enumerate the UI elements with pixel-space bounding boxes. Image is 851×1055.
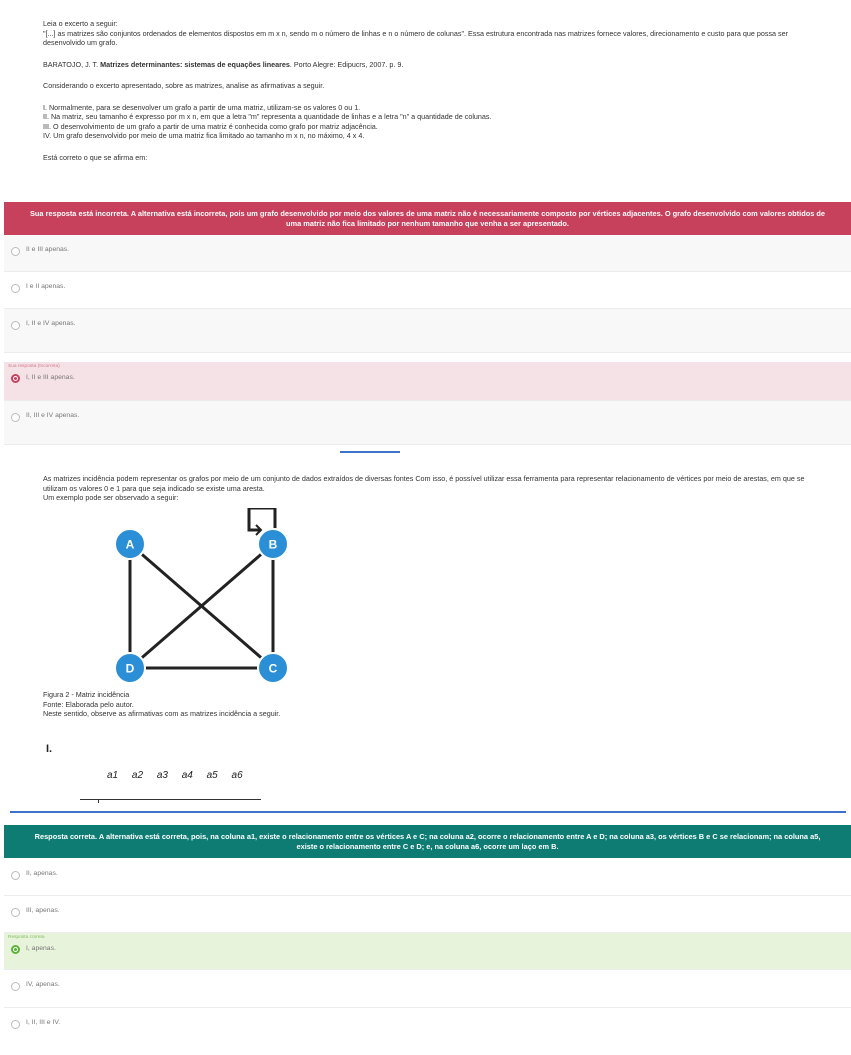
node-a	[115, 529, 145, 559]
svg-text:D: D	[125, 661, 135, 676]
radio-selected-icon[interactable]	[11, 374, 20, 383]
q1-ask: Está correto o que se afirma em:	[43, 152, 148, 162]
radio-icon[interactable]	[11, 871, 20, 880]
svg-text:B: B	[268, 537, 278, 552]
q2-option-4[interactable]: IV, apenas.	[4, 970, 851, 1008]
q2-option-1[interactable]: II, apenas.	[4, 858, 851, 896]
radio-icon[interactable]	[11, 1020, 20, 1029]
statement-roman-numeral: I.	[46, 743, 53, 755]
node-c	[258, 653, 288, 683]
q1-citation: BARATOJO, J. T. Matrizes determinantes: sistemas de equações lineares. Porto Alegre: Edipucrs, 2007. p. 9.	[43, 59, 404, 69]
matrix-col-a6: a6	[231, 770, 243, 781]
matrix-column-headers	[107, 769, 254, 782]
correct-answer-tag: Resposta correta	[8, 935, 45, 940]
radio-icon[interactable]	[11, 413, 20, 422]
figure-source: Fonte: Elaborada pelo autor.	[43, 699, 134, 709]
q1-option-1[interactable]: II e III apenas.	[4, 235, 851, 272]
q2-example: Um exemplo pode ser observado a seguir:	[43, 493, 179, 502]
radio-icon[interactable]	[11, 982, 20, 991]
radio-icon[interactable]	[11, 321, 20, 330]
q1-statement-2: II. Na matriz, seu tamanho é expresso por m x n, em que a letra "m" representa a quantidade de linhas e a letra "n" a quantidade de colunas.	[43, 112, 492, 121]
figure-caption-block	[43, 690, 443, 719]
q1-intro: Leia o excerto a seguir:	[43, 19, 118, 28]
q2-prompt: Neste sentido, observe as afirmativas com as matrizes incidência a seguir.	[43, 709, 281, 718]
q2-option-3-correct[interactable]: Resposta correta I, apenas.	[4, 933, 851, 970]
matrix-rule	[80, 799, 261, 800]
node-b	[258, 529, 288, 559]
question-1	[43, 19, 823, 162]
q1-excerpt: "[...] as matrizes são conjuntos ordenados de elementos dispostos em m x n, sendo m o número de linhas e n o número de colunas". Essa estrutura encontrada nas matrizes fornece valores, direcionamento e custo para que possa ser desenvolvido um grafo.	[43, 28, 789, 47]
incidence-graph-figure	[43, 508, 353, 690]
q1-prompt: Considerando o excerto apresentado, sobre as matrizes, analise as afirmativas a seguir.	[43, 81, 325, 90]
q1-option-3[interactable]: I, II e IV apenas.	[4, 309, 851, 353]
your-answer-incorrect-tag: Sua resposta (Incorreta)	[8, 364, 60, 369]
question-2	[43, 474, 823, 503]
content-divider	[10, 811, 846, 813]
q1-option-2[interactable]: I e II apenas.	[4, 272, 851, 309]
q1-statement-1: I. Normalmente, para se desenvolver um grafo a partir de uma matriz, utilizam-se os valores 0 ou 1.	[43, 102, 361, 112]
radio-icon[interactable]	[11, 908, 20, 917]
q1-option-5[interactable]: II, III e IV apenas.	[4, 401, 851, 445]
loop-b	[249, 508, 275, 530]
matrix-col-a5: a5	[206, 770, 218, 781]
radio-icon[interactable]	[11, 284, 20, 293]
radio-icon[interactable]	[11, 247, 20, 256]
matrix-col-a2: a2	[131, 770, 144, 781]
incorrect-feedback-banner: Sua resposta está incorreta. A alternativa está incorreta, pois um grafo desenvolvido por meio dos valores de uma matriz não é necessariamente composto por vértices adjacentes. O grafo desenvolvido com valores obtidos de uma matriz não fica limitado por nenhum tamanho que venha a ser apresentado.	[4, 202, 851, 235]
q2-option-2[interactable]: III, apenas.	[4, 896, 851, 933]
q1-statement-4: IV. Um grafo desenvolvido por meio de uma matriz fica limitado ao tamanho m x n, no máximo, 4 x 4.	[43, 131, 365, 140]
q1-statement-3: III. O desenvolvimento de um grafo a partir de uma matriz é conhecida como grafo por matriz adjacência.	[43, 121, 378, 131]
matrix-tick	[98, 799, 99, 803]
q2-intro: As matrizes incidência podem representar os grafos por meio de um conjunto de dados extraídos de diversas fontes Com isso, é possível utilizar essa ferramenta para representar relacionamento de vértices por meio de arestas, em que se utilizam os valores 0 e 1 para que seja indicado se existe uma aresta.	[43, 474, 805, 493]
section-divider	[340, 451, 400, 453]
svg-text:C: C	[268, 661, 278, 676]
radio-selected-icon[interactable]	[11, 945, 20, 954]
q1-option-4-selected-incorrect[interactable]: Sua resposta (Incorreta) I, II e III apenas.	[4, 362, 851, 401]
q2-option-5[interactable]: I, II, III e IV.	[4, 1008, 851, 1044]
svg-text:A: A	[125, 537, 135, 552]
matrix-col-a1: a1	[107, 770, 119, 781]
matrix-col-a3: a3	[156, 770, 168, 781]
node-d	[115, 653, 145, 683]
figure-caption: Figura 2 - Matriz incidência	[43, 690, 130, 699]
matrix-col-a4: a4	[181, 770, 193, 781]
correct-feedback-banner: Resposta correta. A alternativa está correta, pois, na coluna a1, existe o relacionamento entre os vértices A e C; na coluna a2, ocorre o relacionamento entre A e D; na coluna a3, os vértices B e C se relacionam; na coluna a5, existe o relacionamento entre C e D; e, na coluna a6, ocorre um laço em B.	[4, 825, 851, 858]
